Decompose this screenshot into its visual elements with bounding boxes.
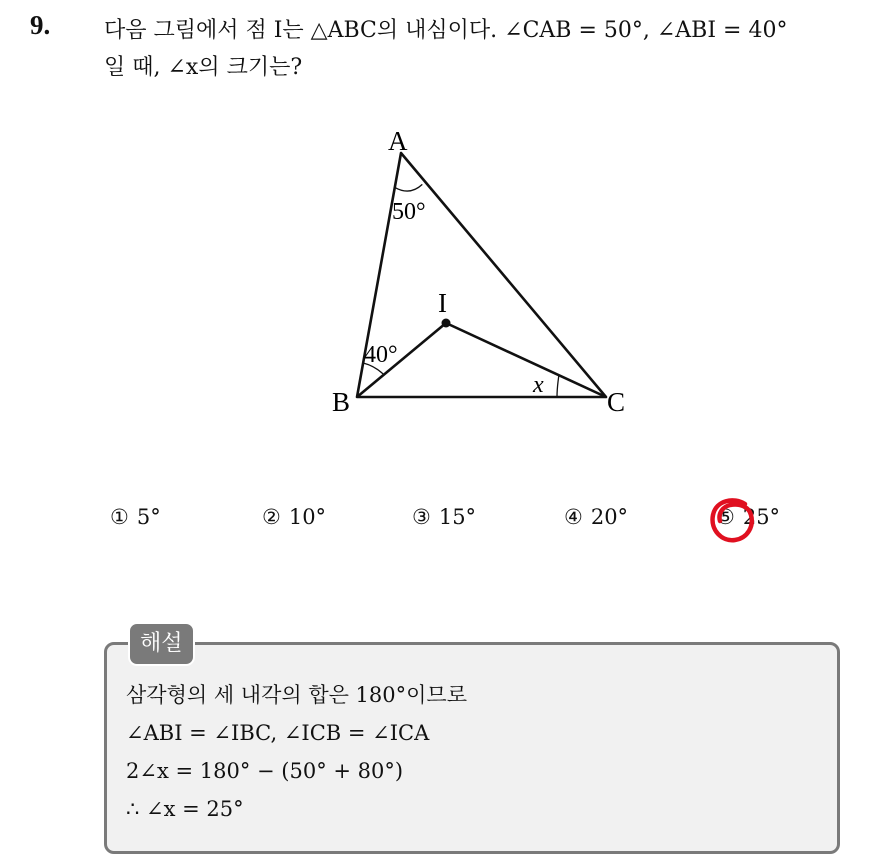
solution-line-4: ∴ ∠x = 25° — [126, 797, 244, 821]
solution-line-3: 2∠x = 180° − (50° + 80°) — [126, 759, 404, 783]
answer-circle-stroke — [713, 500, 752, 540]
solution-line-2: ∠ABI = ∠IBC, ∠ICB = ∠ICA — [126, 721, 430, 745]
choice-1[interactable] — [110, 505, 161, 529]
question-line-2: 일 때, ∠x의 크기는? — [104, 55, 303, 80]
label-c: C — [607, 387, 626, 417]
choice-4[interactable] — [564, 505, 628, 529]
angle-arc-c — [557, 375, 559, 397]
choice-1-mark: ① — [110, 505, 129, 529]
solution-tab: 해설 — [128, 622, 195, 666]
label-angle-x: x — [533, 372, 544, 398]
choice-4-value: 20° — [590, 505, 629, 529]
label-a: A — [388, 126, 408, 156]
choice-4-mark: ④ — [564, 505, 583, 529]
choice-3-mark: ③ — [412, 505, 431, 529]
label-angle-b: 40° — [364, 342, 398, 368]
answer-circle-mark — [704, 494, 760, 550]
choice-2[interactable] — [262, 505, 326, 529]
choice-5-mark: ⑤ — [716, 505, 735, 529]
angle-arc-a — [395, 184, 423, 191]
solution-lines — [126, 676, 467, 828]
choice-2-mark: ② — [262, 505, 281, 529]
question-number: 9. — [30, 10, 51, 40]
point-i — [442, 319, 451, 328]
choice-5-value: 25° — [742, 505, 781, 529]
segment-ic — [446, 323, 606, 397]
choice-3-value: 15° — [438, 505, 477, 529]
choice-3[interactable] — [412, 505, 476, 529]
label-angle-a: 50° — [392, 199, 426, 225]
label-b: B — [332, 387, 351, 417]
solution-line-1: 삼각형의 세 내각의 합은 180°이므로 — [126, 683, 468, 707]
question-line-1: 다음 그림에서 점 I는 △ABC의 내심이다. ∠CAB = 50°, ∠ABI = 40° — [104, 18, 788, 43]
label-i: I — [438, 288, 447, 318]
choice-1-value: 5° — [136, 505, 161, 529]
choice-2-value: 10° — [288, 505, 327, 529]
